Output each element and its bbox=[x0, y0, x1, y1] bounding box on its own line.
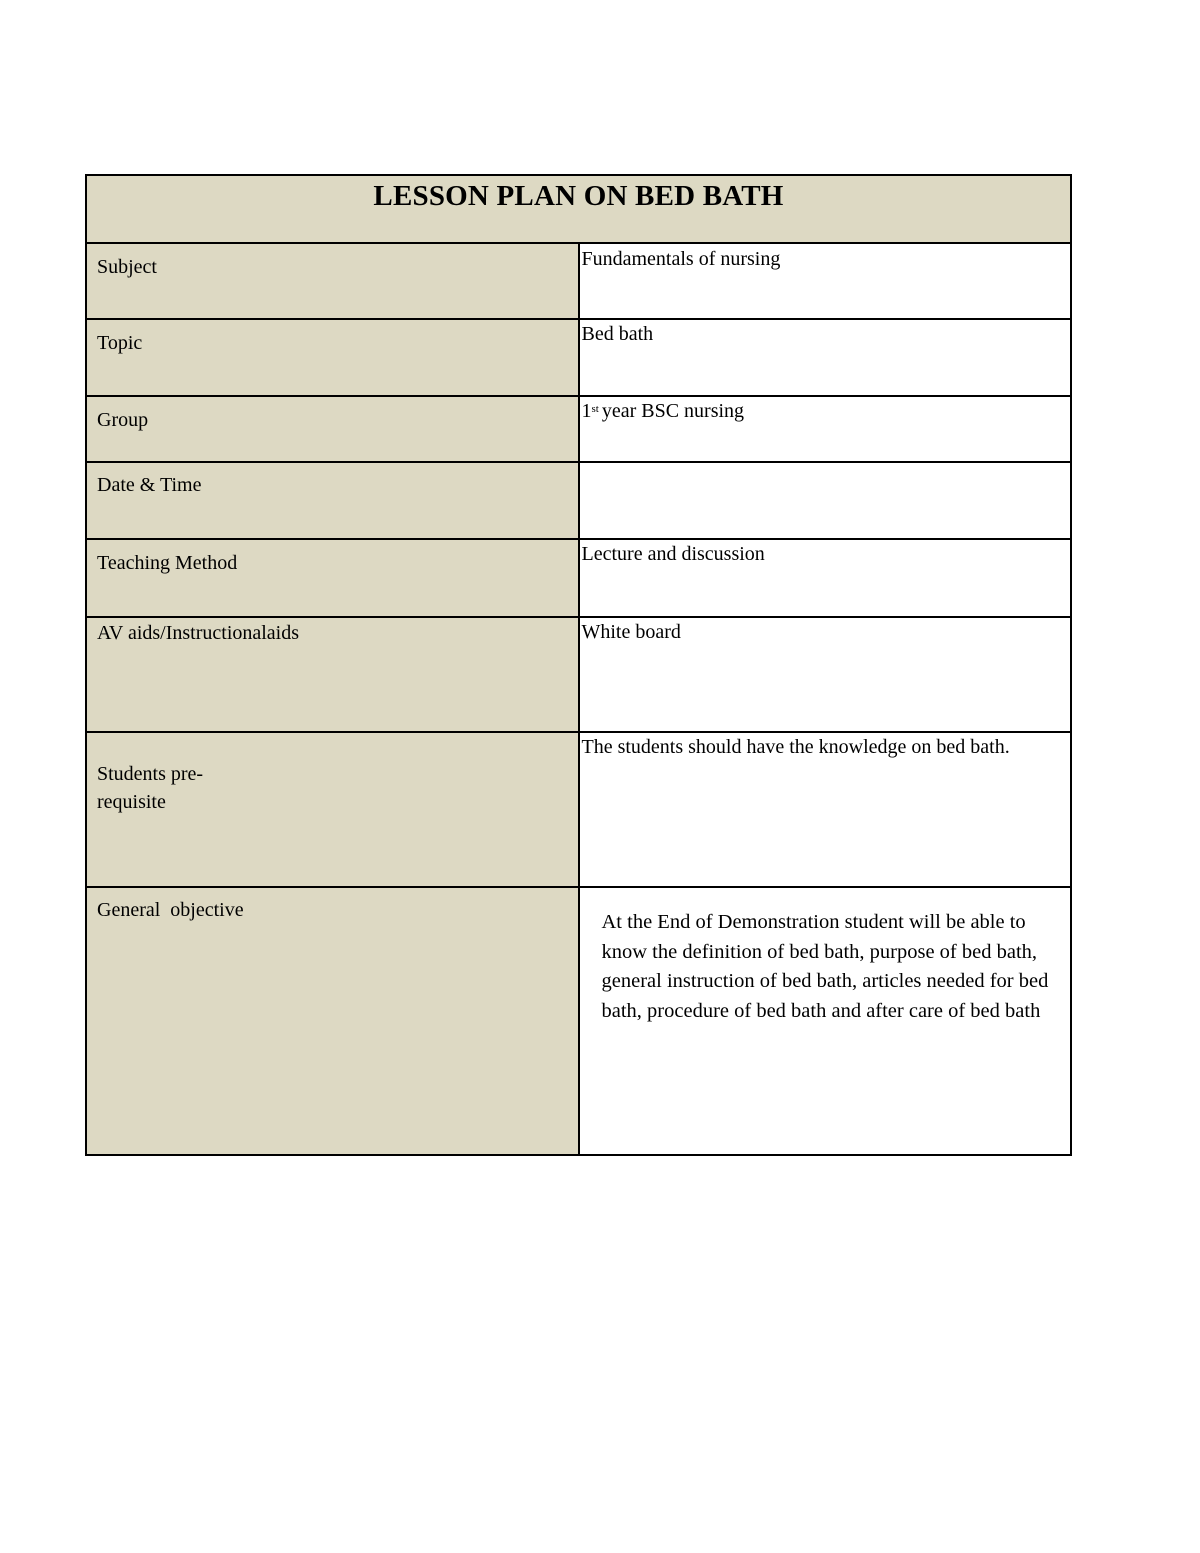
table-row-teaching-method bbox=[86, 539, 1071, 617]
value-prerequisite: The students should have the knowledge on bed bath. bbox=[581, 736, 1010, 758]
label-cell-teaching-method bbox=[86, 539, 579, 617]
table-row-av-aids bbox=[86, 617, 1071, 732]
table-row-subject bbox=[86, 243, 1071, 319]
value-cell-topic bbox=[579, 319, 1072, 396]
label-cell-general-objective bbox=[86, 887, 579, 1155]
label-cell-av-aids bbox=[86, 617, 579, 732]
label-prerequisite-line1: Students pre- bbox=[97, 763, 204, 785]
label-group: Group bbox=[97, 409, 149, 431]
label-topic: Topic bbox=[97, 332, 143, 354]
value-group-number: 1 bbox=[581, 400, 592, 422]
label-date-time: Date & Time bbox=[97, 474, 202, 496]
title-row bbox=[86, 175, 1071, 243]
value-group-rest: year BSC nursing bbox=[601, 400, 745, 422]
label-av-aids: AV aids/Instructionalaids bbox=[97, 622, 300, 644]
value-general-objective: At the End of Demonstration student will be able to know the definition of bed bath, purpose of bed bath, general instruction of bed bath, articles needed for bed bath, procedure of bed bath and after care of bed bath bbox=[601, 911, 1049, 1022]
value-topic: Bed bath bbox=[581, 323, 654, 345]
value-cell-subject bbox=[579, 243, 1072, 319]
value-cell-teaching-method bbox=[579, 539, 1072, 617]
label-cell-topic bbox=[86, 319, 579, 396]
value-cell-prerequisite bbox=[579, 732, 1072, 887]
label-prerequisite-line2: requisite bbox=[97, 791, 166, 813]
value-av-aids: White board bbox=[581, 621, 681, 643]
label-cell-subject bbox=[86, 243, 579, 319]
value-cell-av-aids bbox=[579, 617, 1072, 732]
document-title: LESSON PLAN ON BED BATH bbox=[373, 180, 784, 212]
title-cell bbox=[86, 175, 1071, 243]
label-general-objective: General objective bbox=[97, 899, 244, 921]
table-row-general-objective bbox=[86, 887, 1071, 1155]
value-cell-group bbox=[579, 396, 1072, 462]
value-group bbox=[580, 397, 1071, 424]
table-row-group bbox=[86, 396, 1071, 462]
lesson-plan-table bbox=[85, 174, 1072, 1156]
value-cell-general-objective bbox=[579, 887, 1072, 1155]
label-cell-prerequisite bbox=[86, 732, 579, 887]
label-cell-group bbox=[86, 396, 579, 462]
table-row-topic bbox=[86, 319, 1071, 396]
value-subject: Fundamentals of nursing bbox=[581, 248, 781, 270]
value-teaching-method: Lecture and discussion bbox=[581, 543, 765, 565]
label-teaching-method: Teaching Method bbox=[97, 552, 238, 574]
table-row-prerequisite bbox=[86, 732, 1071, 887]
value-cell-date-time bbox=[579, 462, 1072, 539]
label-cell-date-time bbox=[86, 462, 579, 539]
value-group-superscript: st bbox=[591, 403, 599, 415]
label-subject: Subject bbox=[97, 256, 157, 278]
table-row-date-time bbox=[86, 462, 1071, 539]
